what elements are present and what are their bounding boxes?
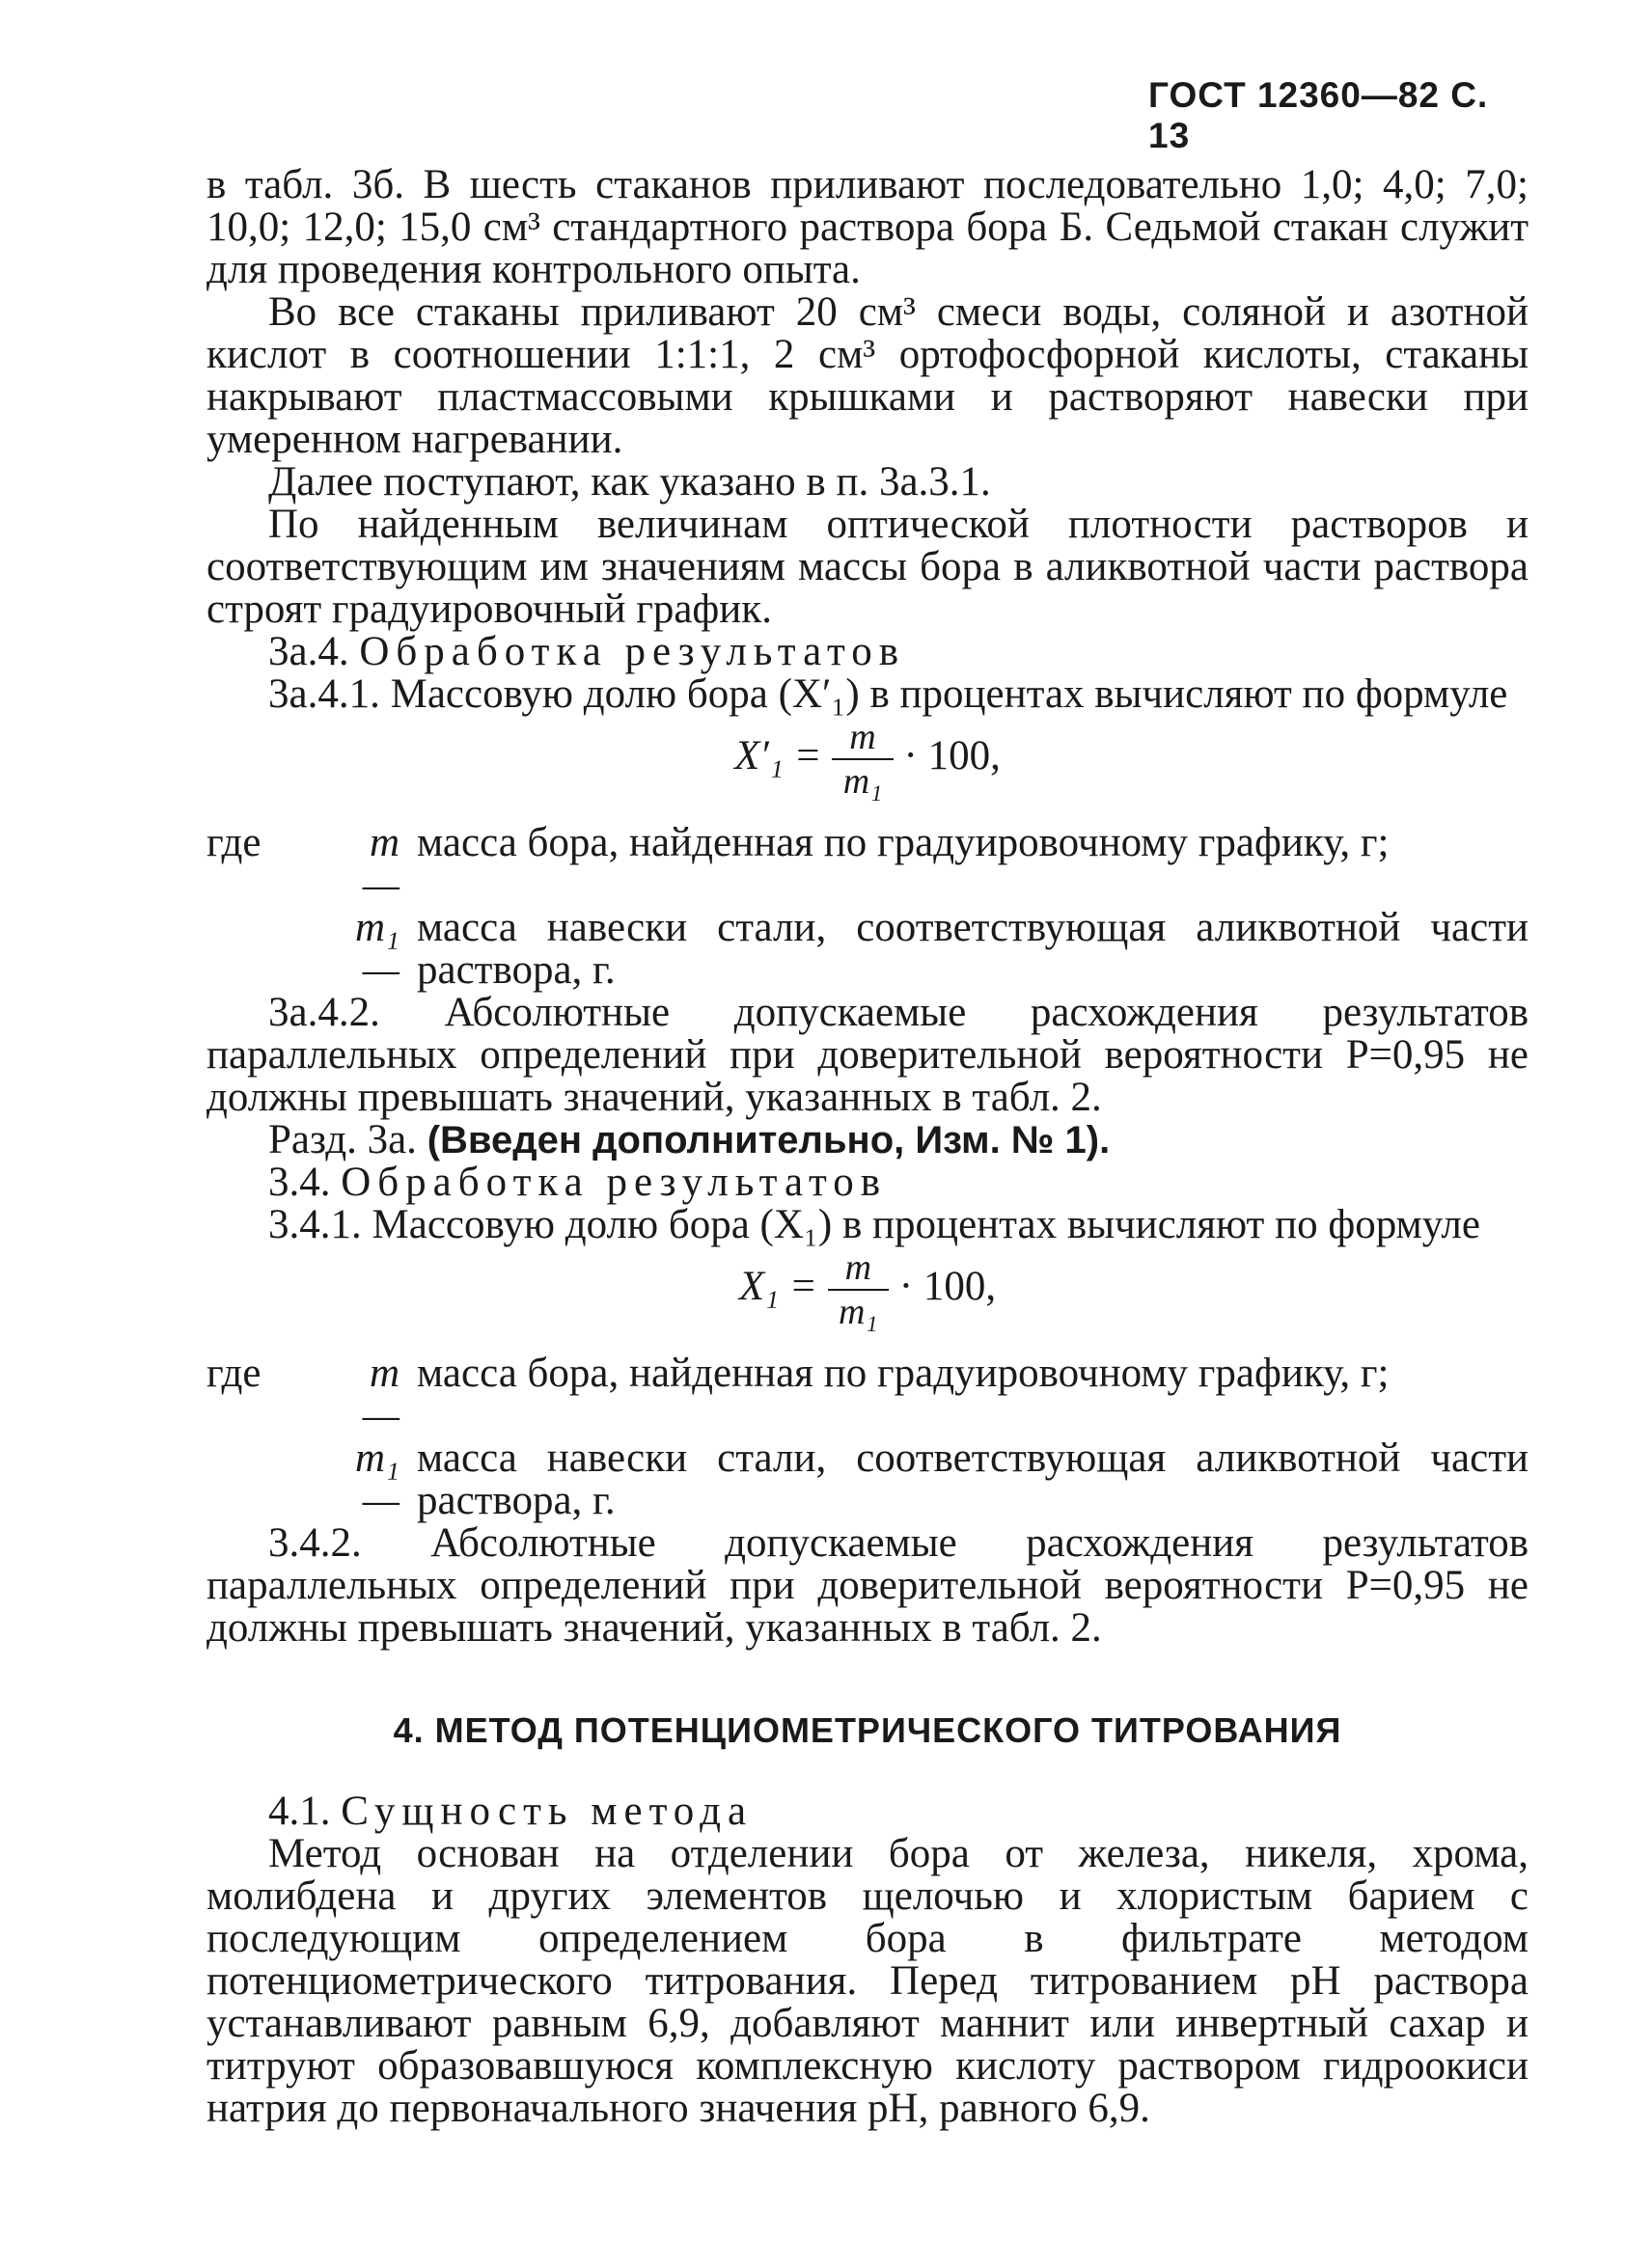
formula-denominator: m₁: [842, 761, 883, 802]
formula-fraction: [828, 1246, 889, 1333]
formula-x1-prime: [207, 716, 1529, 822]
amendment-note: (Введен дополнительно, Изм. № 1).: [427, 1119, 1111, 1161]
amendment-section: Разд. 3а.: [268, 1117, 417, 1162]
where-symbol: m —: [362, 1351, 399, 1438]
formula-numerator: m: [828, 1246, 889, 1291]
paragraph-acid-dissolution: Во все стаканы приливают 20 см³ смеси воды, соляной и азотной кислот в соотношении 1:1:1, 2 см³ ортофосфорной кислоты, стаканы накрывают пластмассовыми крышками и растворяют навески при умеренном нагревании.: [207, 289, 1529, 462]
paragraph-amendment: [207, 1119, 1529, 1161]
paragraph-342: 3.4.2. Абсолютные допускаемые расхождения результатов параллельных определений при доверительной вероятности P=0,95 не должны превышать значений, указанных в табл. 2.: [207, 1520, 1529, 1651]
where-word: где: [207, 820, 262, 865]
subheading-number: 3.4.: [268, 1160, 331, 1205]
formula-lhs: X′₁ =: [734, 732, 822, 779]
formula-lhs: X₁ =: [738, 1263, 817, 1309]
subheading-number: 4.1.: [268, 1789, 331, 1834]
subheading-title: Сущность метода: [341, 1789, 754, 1834]
paragraph-calibration-graph: По найденным величинам оптической плотности растворов и соответствующим им значениям массы бора в аликвотной части раствора строят градуировочный график.: [207, 502, 1529, 632]
subheading-3a4: [207, 631, 1529, 673]
section-heading: 4. МЕТОД ПОТЕНЦИОМЕТРИЧЕСКОГО ТИТРОВАНИЯ: [393, 1710, 1342, 1750]
where-symbol: m₁ —: [354, 1435, 399, 1523]
where-word: [207, 1437, 320, 1522]
where-definition: масса бора, найденная по градуировочному графику, г;: [417, 1351, 1390, 1396]
body-text: [207, 164, 1529, 2130]
subheading-title: Обработка результатов: [359, 629, 906, 674]
where-definition: масса навески стали, соответствующая аликвотной части раствора, г.: [417, 1435, 1529, 1523]
where-symbol: m —: [362, 820, 399, 908]
paragraph-3a41: 3а.4.1. Массовую долю бора (X′₁) в процентах вычисляют по формуле: [268, 671, 1508, 717]
formula-numerator: m: [832, 716, 893, 760]
where-symbol: m₁ —: [354, 905, 399, 993]
subheading-title: Обработка результатов: [341, 1160, 887, 1205]
formula-x1: [207, 1246, 1529, 1353]
where-definition: масса бора, найденная по градуировочному графику, г;: [417, 820, 1390, 865]
paragraph-3a42: 3а.4.2. Абсолютные допускаемые расхождения результатов параллельных определений при доверительной вероятности P=0,95 не должны превышать значений, указанных в табл. 2.: [207, 990, 1529, 1120]
paragraph-341: 3.4.1. Массовую долю бора (X₁) в процентах вычисляют по формуле: [268, 1202, 1480, 1247]
formula-denominator: m₁: [838, 1292, 878, 1332]
paragraph-calibration-series: в табл. 3б. В шесть стаканов приливают последовательно 1,0; 4,0; 7,0; 10,0; 12,0; 15,0 см³ стандартного раствора бора Б. Седьмой стакан служит для проведения контрольного опыта.: [207, 162, 1529, 292]
page-header: ГОСТ 12360—82 С. 13: [1148, 75, 1489, 155]
where-list-1: [207, 822, 1529, 992]
subheading-number: 3а.4.: [268, 629, 349, 674]
formula-rhs: · 100,: [898, 1263, 997, 1309]
subheading-34: [207, 1161, 1529, 1204]
subheading-41: [207, 1790, 1529, 1833]
where-word: [207, 907, 320, 992]
where-list-2: [207, 1353, 1529, 1522]
formula-rhs: · 100,: [903, 732, 1001, 779]
paragraph-method-essence: Метод основан на отделении бора от железа, никеля, хрома, молибдена и других элементов щелочью и хлористым барием с последующим определением бора в фильтрате методом потенциометрического титрования. Перед титрованием pH раствора устанавливают равным 6,9, добавляют маннит или инвертный сахар и титруют образовавшуюся комплексную кислоту раствором гидроокиси натрия до первоначального значения pH, равного 6,9.: [207, 1831, 1529, 2131]
where-word: где: [207, 1351, 262, 1396]
where-definition: масса навески стали, соответствующая аликвотной части раствора, г.: [417, 905, 1529, 993]
paragraph-reference: Далее поступают, как указано в п. 3а.3.1.: [268, 459, 991, 505]
formula-fraction: [832, 716, 893, 803]
